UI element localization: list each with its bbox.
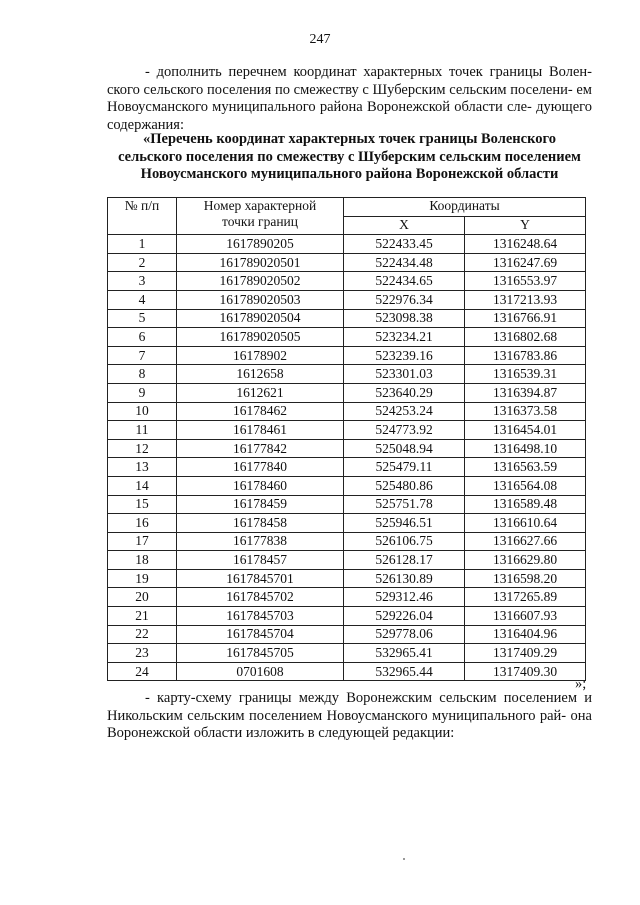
point-number: 16178902: [177, 346, 344, 365]
row-number: 6: [108, 328, 177, 347]
coord-x: 524253.24: [344, 402, 465, 421]
point-number: 1617845701: [177, 569, 344, 588]
row-number: 17: [108, 532, 177, 551]
table-row: [108, 607, 586, 626]
coord-y: 1316564.08: [465, 476, 586, 495]
intro-line: ем Новоусманского муниципального района Воронежской области сле-: [107, 81, 592, 115]
coord-x: 525946.51: [344, 514, 465, 533]
row-number: 4: [108, 290, 177, 309]
heading-line: «Перечень координат характерных точек границы Воленского: [142, 131, 556, 147]
coord-x: 523640.29: [344, 383, 465, 402]
coord-y: 1316627.66: [465, 532, 586, 551]
point-number: 0701608: [177, 662, 344, 681]
row-number: 24: [108, 662, 177, 681]
point-number: 1617845703: [177, 607, 344, 626]
table-row: [108, 495, 586, 514]
point-number: 16178460: [177, 476, 344, 495]
coord-y: 1317213.93: [465, 290, 586, 309]
outro-line: - карту-схему границы между Воронежским сельским поселением и: [145, 690, 592, 706]
coord-x: 529778.06: [344, 625, 465, 644]
coord-y: 1317409.30: [465, 662, 586, 681]
table-row: [108, 402, 586, 421]
table-row: [108, 551, 586, 570]
coord-y: 1317409.29: [465, 644, 586, 663]
closing-quote-mark: »;: [575, 676, 587, 692]
coord-x: 523098.38: [344, 309, 465, 328]
coord-x: 525480.86: [344, 476, 465, 495]
coord-x: 525048.94: [344, 439, 465, 458]
table-row: [108, 421, 586, 440]
scan-speck: [403, 858, 405, 860]
table-row: [108, 365, 586, 384]
coord-y: 1316247.69: [465, 253, 586, 272]
point-number: 16177842: [177, 439, 344, 458]
row-number: 18: [108, 551, 177, 570]
point-number: 161789020502: [177, 272, 344, 291]
header-point-number: [177, 198, 344, 235]
table-row: [108, 272, 586, 291]
coord-y: 1316629.80: [465, 551, 586, 570]
table-row: [108, 625, 586, 644]
point-number: 1612621: [177, 383, 344, 402]
coord-x: 532965.44: [344, 662, 465, 681]
header-x: X: [344, 216, 465, 235]
coord-x: 522976.34: [344, 290, 465, 309]
header-coordinates: Координаты: [344, 198, 586, 217]
table-row: [108, 439, 586, 458]
coord-x: 525479.11: [344, 458, 465, 477]
coord-x: 524773.92: [344, 421, 465, 440]
coord-x: 529226.04: [344, 607, 465, 626]
point-number: 16178462: [177, 402, 344, 421]
row-number: 19: [108, 569, 177, 588]
header-y: Y: [465, 216, 586, 235]
table-heading: [107, 131, 592, 184]
point-number: 161789020503: [177, 290, 344, 309]
table-row: [108, 346, 586, 365]
row-number: 2: [108, 253, 177, 272]
coord-y: 1316248.64: [465, 235, 586, 254]
coord-x: 532965.41: [344, 644, 465, 663]
heading-line: Новоусманского муниципального района Воронежской области: [140, 166, 559, 182]
point-number: 16177838: [177, 532, 344, 551]
page-number: 247: [309, 32, 331, 47]
coord-y: 1316589.48: [465, 495, 586, 514]
coord-x: 526128.17: [344, 551, 465, 570]
coord-y: 1316766.91: [465, 309, 586, 328]
table-row: [108, 309, 586, 328]
point-number: 16178457: [177, 551, 344, 570]
coord-y: 1316553.97: [465, 272, 586, 291]
coord-y: 1316598.20: [465, 569, 586, 588]
coord-y: 1316373.58: [465, 402, 586, 421]
heading-line: сельского поселения по смежеству с Шуберским сельским поселением: [118, 148, 581, 165]
coord-y: 1317265.89: [465, 588, 586, 607]
row-number: 8: [108, 365, 177, 384]
coord-y: 1316783.86: [465, 346, 586, 365]
point-number: 1617845704: [177, 625, 344, 644]
row-number: 5: [108, 309, 177, 328]
point-number: 161789020501: [177, 253, 344, 272]
coord-x: 526130.89: [344, 569, 465, 588]
coord-y: 1316802.68: [465, 328, 586, 347]
table-row: [108, 458, 586, 477]
outro-paragraph: [107, 690, 592, 743]
point-number: 1612658: [177, 365, 344, 384]
coord-x: 525751.78: [344, 495, 465, 514]
coord-y: 1316394.87: [465, 383, 586, 402]
intro-line: - дополнить перечнем координат характерных точек границы Волен-: [145, 64, 592, 80]
point-number: 16178459: [177, 495, 344, 514]
row-number: 10: [108, 402, 177, 421]
intro-line: ского сельского поселения по смежеству с Шуберским сельским поселени-: [107, 81, 573, 98]
header-point-line: точки границ: [221, 214, 299, 229]
point-number: 1617845705: [177, 644, 344, 663]
header-point-line: Номер характерной: [203, 198, 317, 213]
table-row: [108, 476, 586, 495]
row-number: 9: [108, 383, 177, 402]
point-number: 16177840: [177, 458, 344, 477]
intro-paragraph: [107, 64, 592, 134]
table-row: [108, 662, 586, 681]
point-number: 1617890205: [177, 235, 344, 254]
table-row: [108, 588, 586, 607]
point-number: 161789020505: [177, 328, 344, 347]
intro-line: дующего содержания:: [107, 99, 592, 133]
row-number: 22: [108, 625, 177, 644]
coord-x: 523239.16: [344, 346, 465, 365]
row-number: 16: [108, 514, 177, 533]
table-row: [108, 253, 586, 272]
header-number: № п/п: [108, 198, 177, 235]
row-number: 15: [108, 495, 177, 514]
coord-y: 1316404.96: [465, 625, 586, 644]
coord-y: 1316454.01: [465, 421, 586, 440]
table-row: [108, 383, 586, 402]
row-number: 7: [108, 346, 177, 365]
table-row: [108, 235, 586, 254]
row-number: 13: [108, 458, 177, 477]
coord-y: 1316563.59: [465, 458, 586, 477]
point-number: 16178458: [177, 514, 344, 533]
coord-x: 523234.21: [344, 328, 465, 347]
coord-x: 526106.75: [344, 532, 465, 551]
coord-x: 522433.45: [344, 235, 465, 254]
point-number: 1617845702: [177, 588, 344, 607]
table-row: [108, 514, 586, 533]
outro-line: Никольским сельским поселением Новоусманского муниципального рай-: [107, 707, 567, 724]
coord-x: 522434.48: [344, 253, 465, 272]
row-number: 23: [108, 644, 177, 663]
row-number: 14: [108, 476, 177, 495]
coord-y: 1316610.64: [465, 514, 586, 533]
coord-x: 529312.46: [344, 588, 465, 607]
table-row: [108, 328, 586, 347]
coord-x: 522434.65: [344, 272, 465, 291]
table-row: [108, 290, 586, 309]
point-number: 16178461: [177, 421, 344, 440]
row-number: 3: [108, 272, 177, 291]
point-number: 161789020504: [177, 309, 344, 328]
table-row: [108, 644, 586, 663]
coordinates-table: [107, 197, 586, 681]
row-number: 12: [108, 439, 177, 458]
table-row: [108, 569, 586, 588]
outro-line: она Воронежской области изложить в следующей редакции:: [107, 707, 592, 741]
row-number: 11: [108, 421, 177, 440]
coord-y: 1316539.31: [465, 365, 586, 384]
row-number: 20: [108, 588, 177, 607]
row-number: 21: [108, 607, 177, 626]
table-row: [108, 532, 586, 551]
coord-y: 1316498.10: [465, 439, 586, 458]
coord-y: 1316607.93: [465, 607, 586, 626]
coord-x: 523301.03: [344, 365, 465, 384]
row-number: 1: [108, 235, 177, 254]
